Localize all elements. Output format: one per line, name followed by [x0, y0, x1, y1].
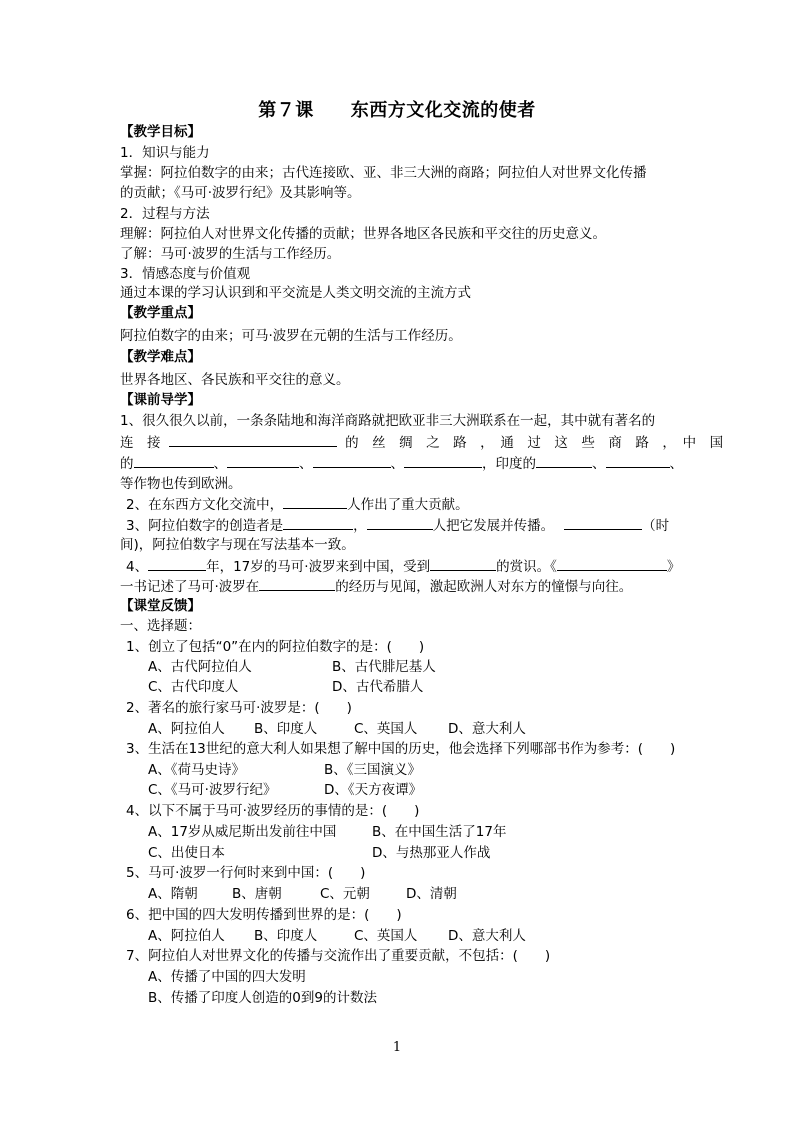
guide-q1 [120, 432, 723, 453]
guide-text: 连 接 [120, 435, 161, 451]
option-line [148, 657, 436, 677]
guide-text: 人作出了重大贡献。 [347, 497, 469, 513]
blank-line[interactable] [227, 453, 299, 468]
blank-line[interactable] [283, 515, 353, 530]
blank-line[interactable] [606, 453, 670, 468]
question-text: 1、创立了包括“0”在内的阿拉伯数字的是：( ) [126, 639, 425, 655]
option-a[interactable]: A、阿拉伯人 [148, 928, 225, 944]
blank-line[interactable] [134, 453, 214, 468]
guide-text: 、 [669, 456, 683, 472]
option-b[interactable]: B、印度人 [254, 721, 318, 737]
guide-text: 人把它发展并传播。 [432, 518, 555, 534]
option-b[interactable]: B、传播了印度人创造的0到9的计数法 [148, 990, 377, 1006]
option-a[interactable]: A、隋朝 [148, 886, 198, 902]
guide-q1: 1、很久很久以前，一条条陆地和海洋商路就把欧亚非三大洲联系在一起，其中就有著名的 [120, 413, 656, 429]
option-line [148, 780, 422, 800]
option-a[interactable]: A、阿拉伯人 [148, 721, 225, 737]
guide-text: 、 [390, 456, 404, 472]
guide-text: 、 [592, 456, 606, 472]
guide-text: 的 丝 绸 之 路 ， 通 过 这 些 商 路 ， 中 国 [345, 435, 724, 451]
difficulty-text: 世界各地区、各民族和平交往的意义。 [120, 372, 350, 388]
option-line [148, 884, 457, 904]
guide-text: （时 [642, 518, 670, 534]
blank-line[interactable] [259, 576, 335, 591]
option-d[interactable]: D、《天方夜谭》 [324, 782, 423, 798]
option-d[interactable]: D、意大利人 [448, 928, 526, 944]
option-a[interactable]: A、传播了中国的四大发明 [148, 969, 306, 985]
blank-line[interactable] [536, 453, 592, 468]
option-b[interactable]: B、《三国演义》 [324, 762, 422, 778]
guide-text: 一书记述了马可·波罗在 [120, 579, 260, 595]
guide-q2 [126, 494, 469, 515]
guide-text: 2、在东西方文化交流中， [126, 497, 284, 513]
guide-q1 [120, 453, 683, 474]
goals-heading: 【教学目标】 [120, 124, 201, 140]
option-c[interactable]: C、英国人 [354, 721, 418, 737]
question-text: 3、生活在13世纪的意大利人如果想了解中国的历史，他会选择下列哪部书作为参考：( ) [126, 741, 676, 757]
option-d[interactable]: D、古代希腊人 [332, 679, 424, 695]
option-line [148, 843, 490, 863]
blank-line[interactable] [169, 432, 337, 447]
option-c[interactable]: C、古代印度人 [148, 679, 239, 695]
guide-text: 年，17岁的马可·波罗来到中国，受到 [206, 559, 431, 575]
key-text: 阿拉伯数字的由来；可马·波罗在元朝的生活与工作经历。 [120, 328, 462, 344]
option-b[interactable]: B、印度人 [254, 928, 318, 944]
option-a[interactable]: A、古代阿拉伯人 [148, 659, 252, 675]
option-d[interactable]: D、意大利人 [448, 721, 526, 737]
option-c[interactable]: C、出使日本 [148, 845, 225, 861]
question-text: 2、著名的旅行家马可·波罗是：( ) [126, 700, 352, 716]
guide-text: 、 [213, 456, 227, 472]
blank-line[interactable] [404, 453, 482, 468]
blank-line[interactable] [148, 556, 206, 571]
option-line [148, 760, 421, 780]
goals-line: 通过本课的学习认识到和平交流是人类文明交流的主流方式 [120, 285, 471, 301]
guide-text: ， [353, 518, 367, 534]
option-line [148, 822, 506, 842]
guide-q4 [126, 556, 680, 577]
option-b[interactable]: B、在中国生活了17年 [372, 824, 507, 840]
option-line [148, 719, 526, 739]
guide-text: 3、阿拉伯数字的创造者是 [126, 518, 284, 534]
option-c[interactable]: C、英国人 [354, 928, 418, 944]
guide-text: 的 [120, 456, 134, 472]
feedback-heading: 【课堂反馈】 [120, 598, 201, 614]
option-b[interactable]: B、古代腓尼基人 [332, 659, 436, 675]
goals-line: 的贡献；《马可·波罗行纪》及其影响等。 [120, 185, 361, 201]
blank-line[interactable] [430, 556, 496, 571]
guide-text: 》 [666, 559, 681, 575]
guide-text: 的赏识。《 [496, 559, 557, 575]
guide-text: ，印度的 [482, 456, 536, 472]
question-text: 4、以下不属于马可·波罗经历的事情的是：( ) [126, 803, 420, 819]
goals-line: 理解：阿拉伯人对世界文化传播的贡献；世界各地区各民族和平交往的历史意义。 [120, 226, 606, 242]
feedback-section: 一、选择题： [120, 618, 201, 634]
guide-text: 的经历与见闻，激起欧洲人对东方的憧憬与向往。 [335, 579, 633, 595]
question-text: 7、阿拉伯人对世界文化的传播与交流作出了重要贡献，不包括：( ) [126, 948, 551, 964]
goals-line: 掌握：阿拉伯数字的由来；古代连接欧、亚、非三大洲的商路；阿拉伯人对世界文化传播 [120, 165, 647, 181]
option-b[interactable]: B、唐朝 [232, 886, 282, 902]
question-text: 5、马可·波罗一行何时来到中国：( ) [126, 865, 366, 881]
goals-line: 3．情感态度与价值观 [120, 266, 251, 282]
guide-q3: 间)，阿拉伯数字与现在写法基本一致。 [120, 537, 355, 553]
guide-q3 [126, 515, 669, 536]
option-c[interactable]: C、元朝 [320, 886, 370, 902]
blank-line[interactable] [367, 515, 433, 530]
lesson-title: 第７课 东西方文化交流的使者 [258, 100, 536, 121]
option-line [148, 677, 423, 697]
page-number: 1 [392, 1040, 402, 1055]
blank-line[interactable] [313, 453, 391, 468]
option-d[interactable]: D、与热那亚人作战 [372, 845, 491, 861]
guide-q1: 等作物也传到欧洲。 [120, 476, 242, 492]
option-d[interactable]: D、清朝 [406, 886, 457, 902]
blank-line[interactable] [557, 556, 667, 571]
option-c[interactable]: C、《马可·波罗行纪》 [148, 782, 277, 798]
blank-line[interactable] [283, 494, 347, 509]
difficulty-heading: 【教学难点】 [120, 349, 201, 365]
guide-text: 、 [299, 456, 313, 472]
goals-line: 1．知识与能力 [120, 145, 210, 161]
question-text: 6、把中国的四大发明传播到世界的是：( ) [126, 907, 402, 923]
goals-line: 了解：马可·波罗的生活与工作经历。 [120, 246, 341, 262]
option-a[interactable]: A、《荷马史诗》 [148, 762, 245, 778]
goals-line: 2．过程与方法 [120, 206, 210, 222]
guide-heading: 【课前导学】 [120, 392, 201, 408]
key-heading: 【教学重点】 [120, 305, 201, 321]
option-line [148, 926, 526, 946]
blank-line[interactable] [564, 515, 642, 530]
guide-text: 4、 [126, 559, 149, 575]
option-a[interactable]: A、17岁从威尼斯出发前往中国 [148, 824, 337, 840]
guide-q4 [120, 576, 632, 597]
